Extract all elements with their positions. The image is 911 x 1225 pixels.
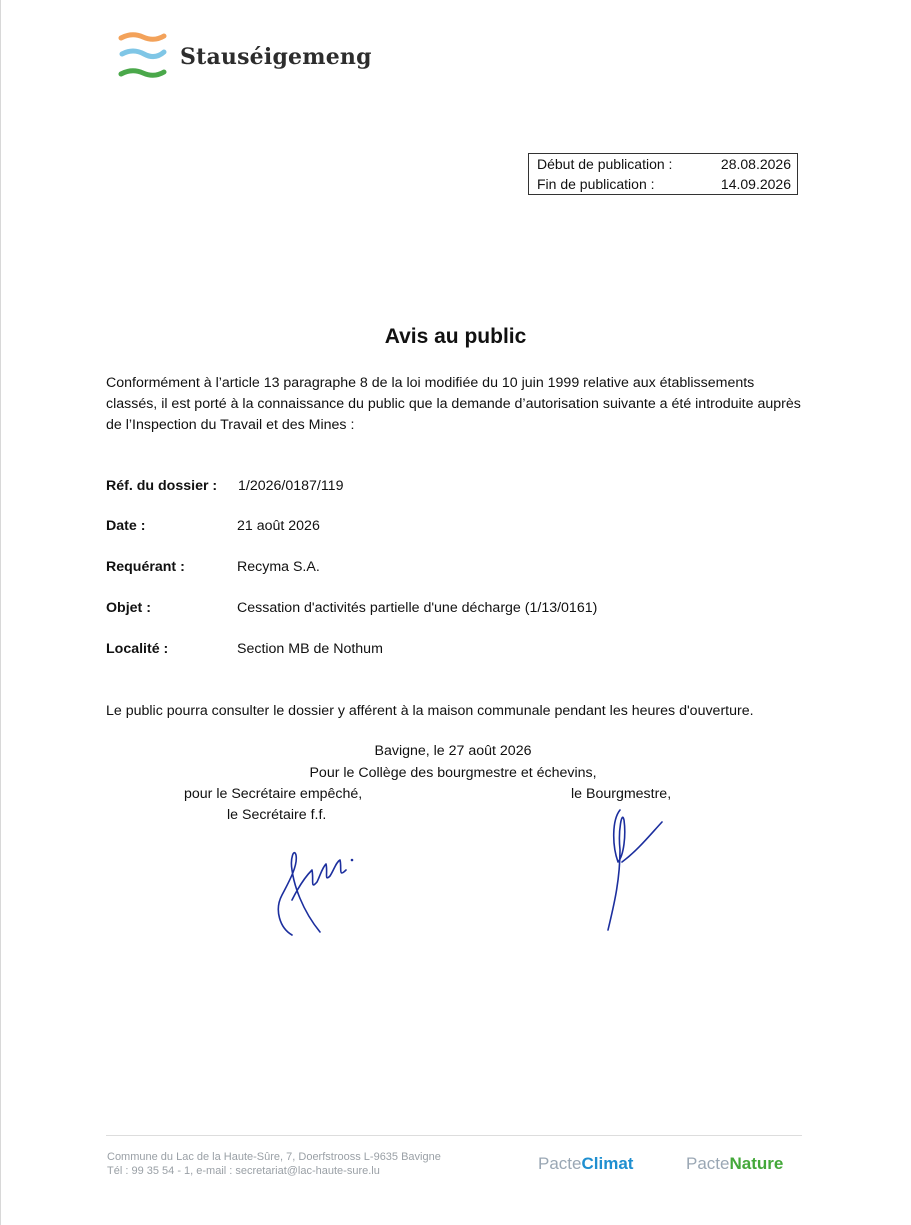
footer-address: [107, 1150, 441, 1178]
secretary-line-2: le Secrétaire f.f.: [227, 807, 327, 823]
commune-logo: [118, 30, 378, 86]
field-value: Cessation d'activités partielle d'une décharge (1/13/0161): [237, 600, 598, 616]
field-label: Requérant :: [106, 559, 185, 575]
mayor-label: le Bourgmestre,: [571, 786, 672, 802]
place-date: Bavigne, le 27 août 2026: [374, 743, 532, 759]
field-label: Objet :: [106, 600, 151, 616]
secretary-line-1: pour le Secrétaire empêché,: [184, 786, 363, 802]
pacte-climat-logo: [538, 1154, 633, 1174]
publication-end-row: [537, 174, 791, 194]
pacte-climat-suffix: Climat: [581, 1154, 634, 1173]
college-line: Pour le Collège des bourgmestre et échevins,: [309, 765, 597, 781]
intro-paragraph: Conformément à l’article 13 paragraphe 8 de la loi modifiée du 10 juin 1999 relative aux établissements classés, il est porté à la connaissance du public que la demande d’autorisation suivante a été introduite auprès de l’Inspection du Travail et des Mines :: [106, 375, 801, 433]
mayor-signature: [598, 800, 678, 940]
publication-end-label: Fin de publication :: [537, 176, 655, 192]
field-value: Section MB de Nothum: [237, 641, 383, 657]
secretary-signature: [262, 840, 362, 940]
field-value: 1/2026/0187/119: [238, 478, 344, 494]
footer-address-line: Commune du Lac de la Haute-Sûre, 7, Doerfstrooss L-9635 Bavigne: [107, 1151, 441, 1163]
field-label: Date :: [106, 518, 146, 534]
pacte-climat-prefix: Pacte: [538, 1154, 582, 1173]
footer-divider: [106, 1135, 802, 1136]
logo-wordmark: Stauséigemeng: [180, 44, 372, 70]
publication-dates-box: [528, 153, 798, 195]
waves-logo-icon: [118, 30, 168, 86]
pacte-nature-prefix: Pacte: [686, 1154, 730, 1173]
field-label: Localité :: [106, 641, 169, 657]
publication-start-row: [537, 154, 791, 174]
field-value: 21 août 2026: [237, 518, 320, 534]
field-value: Recyma S.A.: [237, 559, 320, 575]
pacte-nature-logo: [686, 1154, 783, 1174]
field-label: Réf. du dossier :: [106, 478, 218, 494]
publication-end-value: 14.09.2026: [720, 176, 791, 192]
consultation-paragraph: Le public pourra consulter le dossier y afférent à la maison communale pendant les heures d'ouverture.: [106, 703, 754, 719]
notice-title: Avis au public: [384, 325, 527, 348]
page-edge: [0, 0, 1, 1225]
pacte-nature-suffix: Nature: [729, 1154, 784, 1173]
publication-start-value: 28.08.2026: [720, 156, 791, 172]
publication-start-label: Début de publication :: [537, 156, 673, 172]
footer-contact-line: Tél : 99 35 54 - 1, e-mail : secretariat@lac-haute-sure.lu: [107, 1165, 380, 1177]
